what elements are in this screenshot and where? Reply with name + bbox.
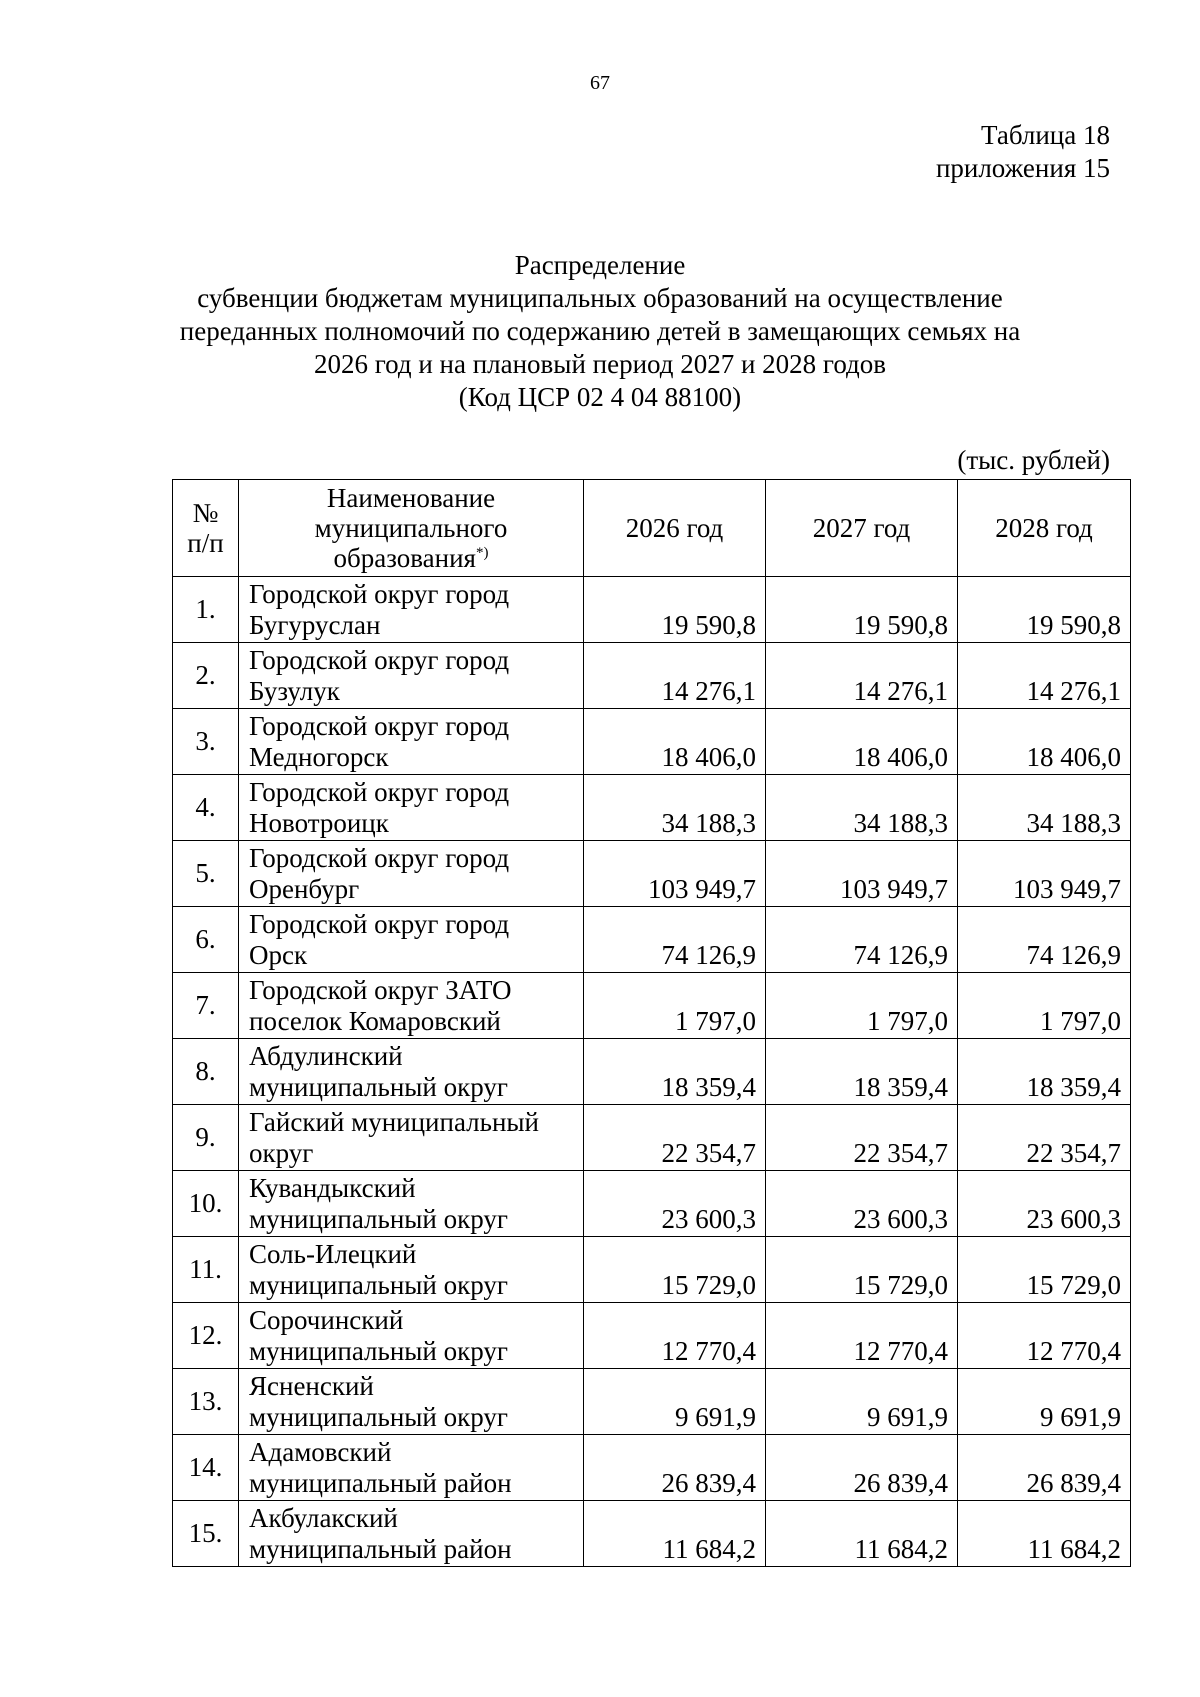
municipality-name-line-2: муниципальный округ bbox=[249, 1071, 508, 1102]
municipality-name-line-1: Городской округ город bbox=[249, 776, 510, 807]
row-value-2026: 15 729,0 bbox=[584, 1237, 766, 1303]
header-name bbox=[239, 480, 584, 577]
row-municipality-name bbox=[239, 775, 584, 841]
row-value-2028: 103 949,7 bbox=[958, 841, 1131, 907]
table-row bbox=[173, 1435, 1131, 1501]
header-num bbox=[173, 480, 239, 577]
header-name-line-1: Наименование bbox=[326, 483, 496, 513]
table-row bbox=[173, 841, 1131, 907]
table-row bbox=[173, 775, 1131, 841]
row-value-2027: 11 684,2 bbox=[766, 1501, 958, 1567]
row-value-2028: 15 729,0 bbox=[958, 1237, 1131, 1303]
row-value-2027: 15 729,0 bbox=[766, 1237, 958, 1303]
municipality-name-line-1: Городской округ город bbox=[249, 644, 510, 675]
row-number: 12. bbox=[173, 1303, 239, 1369]
row-value-2027: 18 359,4 bbox=[766, 1039, 958, 1105]
municipality-name-line-2: Медногорск bbox=[249, 741, 389, 772]
municipality-name-line-1: Ясненский bbox=[249, 1370, 374, 1401]
row-municipality-name bbox=[239, 1501, 584, 1567]
table-row bbox=[173, 1105, 1131, 1171]
table-row bbox=[173, 1039, 1131, 1105]
title-line-4: 2026 год и на плановый период 2027 и 2028 годов bbox=[313, 349, 887, 379]
row-value-2026: 34 188,3 bbox=[584, 775, 766, 841]
municipality-name-line-2: муниципальный район bbox=[249, 1533, 512, 1564]
row-value-2028: 34 188,3 bbox=[958, 775, 1131, 841]
municipality-name-line-2: Орск bbox=[249, 939, 308, 970]
row-municipality-name bbox=[239, 577, 584, 643]
row-number: 2. bbox=[173, 643, 239, 709]
municipality-name-line-1: Городской округ город bbox=[249, 842, 510, 873]
row-municipality-name bbox=[239, 1369, 584, 1435]
subvention-table bbox=[172, 479, 1131, 1567]
title-line-3: переданных полномочий по содержанию детей в замещающих семьях на bbox=[179, 316, 1021, 346]
row-value-2026: 1 797,0 bbox=[584, 973, 766, 1039]
header-num-line-2: п/п bbox=[187, 528, 224, 558]
row-number: 13. bbox=[173, 1369, 239, 1435]
table-row bbox=[173, 907, 1131, 973]
page-number: 67 bbox=[590, 72, 610, 94]
row-number: 8. bbox=[173, 1039, 239, 1105]
row-number: 14. bbox=[173, 1435, 239, 1501]
municipality-name-line-1: Абдулинский bbox=[249, 1040, 403, 1071]
municipality-name-line-2: Бузулук bbox=[249, 675, 340, 706]
table-row bbox=[173, 1171, 1131, 1237]
municipality-name-line-2: муниципальный округ bbox=[249, 1335, 508, 1366]
row-value-2026: 23 600,3 bbox=[584, 1171, 766, 1237]
header-name-line-3 bbox=[239, 543, 583, 573]
municipality-name-line-2: Бугуруслан bbox=[249, 609, 381, 640]
row-value-2028: 19 590,8 bbox=[958, 577, 1131, 643]
units-label: (тыс. рублей) bbox=[957, 445, 1110, 475]
row-value-2028: 12 770,4 bbox=[958, 1303, 1131, 1369]
table-row bbox=[173, 1303, 1131, 1369]
row-municipality-name bbox=[239, 1237, 584, 1303]
table-row bbox=[173, 643, 1131, 709]
title-line-2: субвенции бюджетам муниципальных образований на осуществление bbox=[197, 283, 1003, 313]
row-value-2026: 9 691,9 bbox=[584, 1369, 766, 1435]
row-value-2027: 74 126,9 bbox=[766, 907, 958, 973]
row-value-2027: 103 949,7 bbox=[766, 841, 958, 907]
municipality-name-line-1: Городской округ город bbox=[249, 710, 510, 741]
row-value-2026: 18 406,0 bbox=[584, 709, 766, 775]
row-municipality-name bbox=[239, 1435, 584, 1501]
municipality-name-line-1: Соль-Илецкий bbox=[249, 1238, 417, 1269]
table-row bbox=[173, 709, 1131, 775]
row-value-2027: 26 839,4 bbox=[766, 1435, 958, 1501]
row-municipality-name bbox=[239, 907, 584, 973]
row-number: 3. bbox=[173, 709, 239, 775]
row-value-2026: 18 359,4 bbox=[584, 1039, 766, 1105]
row-value-2028: 74 126,9 bbox=[958, 907, 1131, 973]
table-header bbox=[173, 480, 1131, 577]
header-2027: 2027 год bbox=[766, 480, 958, 577]
row-value-2027: 14 276,1 bbox=[766, 643, 958, 709]
row-municipality-name bbox=[239, 1303, 584, 1369]
municipality-name-line-1: Кувандыкский bbox=[249, 1172, 416, 1203]
header-name-line-2: муниципального bbox=[314, 513, 508, 543]
row-value-2027: 22 354,7 bbox=[766, 1105, 958, 1171]
footnote-marker: *) bbox=[475, 545, 489, 561]
header-2026: 2026 год bbox=[584, 480, 766, 577]
row-value-2026: 19 590,8 bbox=[584, 577, 766, 643]
row-value-2027: 18 406,0 bbox=[766, 709, 958, 775]
row-value-2028: 14 276,1 bbox=[958, 643, 1131, 709]
table-row bbox=[173, 577, 1131, 643]
appendix-table-label: Таблица 18 bbox=[981, 120, 1110, 150]
row-number: 1. bbox=[173, 577, 239, 643]
row-value-2026: 103 949,7 bbox=[584, 841, 766, 907]
municipality-name-line-1: Гайский муниципальный bbox=[249, 1106, 539, 1137]
title-line-1: Распределение bbox=[514, 250, 686, 280]
municipality-name-line-2: муниципальный округ bbox=[249, 1401, 508, 1432]
row-municipality-name bbox=[239, 643, 584, 709]
row-municipality-name bbox=[239, 841, 584, 907]
municipality-name-line-1: Городской округ город bbox=[249, 908, 510, 939]
row-value-2028: 9 691,9 bbox=[958, 1369, 1131, 1435]
row-value-2026: 12 770,4 bbox=[584, 1303, 766, 1369]
header-name-text: образования bbox=[333, 543, 476, 573]
table-row bbox=[173, 973, 1131, 1039]
municipality-name-line-1: Адамовский bbox=[249, 1436, 392, 1467]
row-number: 6. bbox=[173, 907, 239, 973]
municipality-name-line-1: Городской округ город bbox=[249, 578, 510, 609]
appendix-annex-label: приложения 15 bbox=[935, 153, 1110, 183]
header-2028: 2028 год bbox=[958, 480, 1131, 577]
municipality-name-line-1: Акбулакский bbox=[249, 1502, 398, 1533]
row-value-2028: 22 354,7 bbox=[958, 1105, 1131, 1171]
header-num-line-1: № bbox=[192, 498, 219, 528]
row-number: 9. bbox=[173, 1105, 239, 1171]
row-number: 15. bbox=[173, 1501, 239, 1567]
row-value-2027: 9 691,9 bbox=[766, 1369, 958, 1435]
row-number: 11. bbox=[173, 1237, 239, 1303]
municipality-name-line-2: Оренбург bbox=[249, 873, 360, 904]
row-value-2027: 23 600,3 bbox=[766, 1171, 958, 1237]
row-municipality-name bbox=[239, 709, 584, 775]
row-value-2028: 11 684,2 bbox=[958, 1501, 1131, 1567]
row-value-2028: 1 797,0 bbox=[958, 973, 1131, 1039]
row-number: 10. bbox=[173, 1171, 239, 1237]
row-value-2027: 34 188,3 bbox=[766, 775, 958, 841]
row-municipality-name bbox=[239, 1039, 584, 1105]
municipality-name-line-2: муниципальный район bbox=[249, 1467, 512, 1498]
row-value-2026: 22 354,7 bbox=[584, 1105, 766, 1171]
row-value-2026: 26 839,4 bbox=[584, 1435, 766, 1501]
row-value-2028: 23 600,3 bbox=[958, 1171, 1131, 1237]
row-municipality-name bbox=[239, 973, 584, 1039]
municipality-name-line-2: округ bbox=[249, 1137, 314, 1168]
municipality-name-line-2: муниципальный округ bbox=[249, 1269, 508, 1300]
row-value-2028: 26 839,4 bbox=[958, 1435, 1131, 1501]
row-number: 5. bbox=[173, 841, 239, 907]
municipality-name-line-1: Городской округ ЗАТО bbox=[249, 974, 512, 1005]
table-row bbox=[173, 1237, 1131, 1303]
row-value-2027: 12 770,4 bbox=[766, 1303, 958, 1369]
document-title bbox=[0, 249, 1200, 414]
row-value-2028: 18 406,0 bbox=[958, 709, 1131, 775]
row-number: 4. bbox=[173, 775, 239, 841]
row-number: 7. bbox=[173, 973, 239, 1039]
row-municipality-name bbox=[239, 1105, 584, 1171]
header-row bbox=[173, 480, 1131, 577]
table-body bbox=[173, 577, 1131, 1567]
municipality-name-line-2: поселок Комаровский bbox=[249, 1005, 501, 1036]
row-value-2026: 74 126,9 bbox=[584, 907, 766, 973]
row-municipality-name bbox=[239, 1171, 584, 1237]
row-value-2027: 19 590,8 bbox=[766, 577, 958, 643]
row-value-2027: 1 797,0 bbox=[766, 973, 958, 1039]
appendix-reference bbox=[936, 119, 1110, 185]
municipality-name-line-2: Новотроицк bbox=[249, 807, 389, 838]
municipality-name-line-2: муниципальный округ bbox=[249, 1203, 508, 1234]
table-row bbox=[173, 1501, 1131, 1567]
row-value-2026: 14 276,1 bbox=[584, 643, 766, 709]
municipality-name-line-1: Сорочинский bbox=[249, 1304, 404, 1335]
title-line-5: (Код ЦСР 02 4 04 88100) bbox=[458, 382, 742, 412]
table-row bbox=[173, 1369, 1131, 1435]
row-value-2028: 18 359,4 bbox=[958, 1039, 1131, 1105]
row-value-2026: 11 684,2 bbox=[584, 1501, 766, 1567]
